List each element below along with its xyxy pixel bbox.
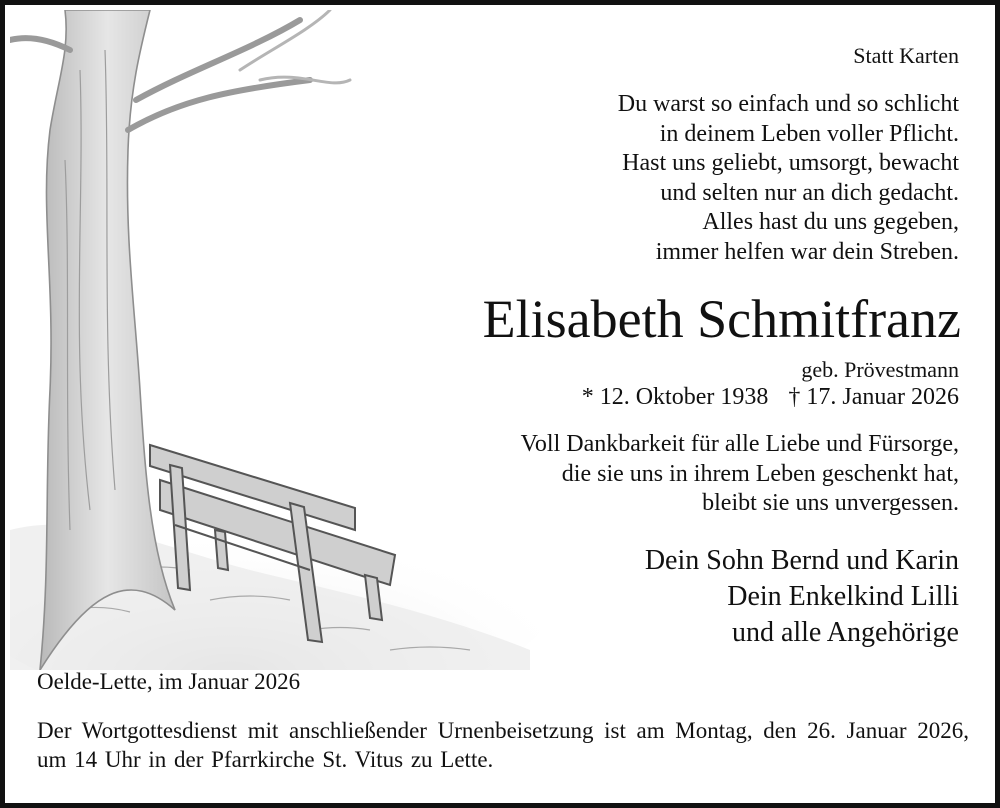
service-notice: Der Wortgottesdienst mit anschließender Urnenbeisetzung ist am Montag, den 26. Januar 2026, um 14 Uhr in der Pfarrkirche St. Vitus zu Lette. — [37, 718, 969, 772]
gratitude-line: bleibt sie uns unvergessen. — [702, 490, 959, 516]
gratitude-text — [521, 430, 959, 519]
maiden-name: geb. Prövestmann — [801, 357, 959, 382]
deceased-name: Elisabeth Schmitfranz — [482, 289, 961, 349]
poem-line: Du warst so einfach und so schlicht — [617, 91, 959, 117]
death-date: † 17. Januar 2026 — [788, 384, 959, 410]
mourner-line: und alle Angehörige — [731, 617, 959, 648]
tree-bench-illustration — [10, 10, 550, 670]
poem — [618, 90, 959, 267]
birth-date: * 12. Oktober 1938 — [581, 384, 769, 410]
mourners — [645, 543, 959, 651]
mourner-line: Dein Enkelkind Lilli — [727, 581, 959, 612]
poem-line: Alles hast du uns gegeben, — [702, 209, 959, 235]
poem-line: immer helfen war dein Streben. — [655, 238, 959, 265]
mourner-line: Dein Sohn Bernd und Karin — [644, 545, 959, 576]
poem-line: und selten nur an dich gedacht. — [660, 179, 959, 206]
poem-line: Hast uns geliebt, umsorgt, bewacht — [622, 150, 959, 176]
statt-karten-label: Statt Karten — [853, 43, 959, 68]
poem-line: in deinem Leben voller Pflicht. — [659, 120, 959, 147]
gratitude-line: Voll Dankbarkeit für alle Liebe und Fürsorge, — [520, 431, 959, 457]
gratitude-line: die sie uns in ihrem Leben geschenkt hat, — [561, 460, 959, 487]
place-date: Oelde-Lette, im Januar 2026 — [37, 669, 301, 694]
life-dates — [582, 384, 959, 411]
